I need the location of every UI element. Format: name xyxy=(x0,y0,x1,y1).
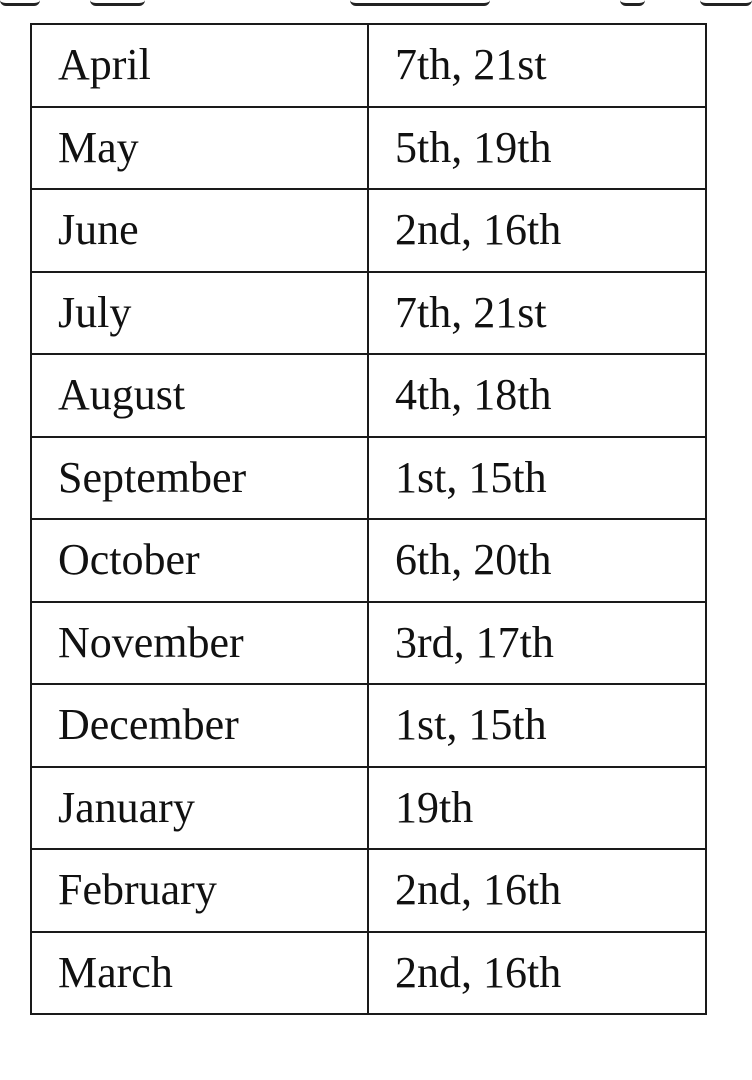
cropped-glyph xyxy=(700,0,752,6)
month-cell: January xyxy=(31,767,368,850)
table-row xyxy=(31,602,706,685)
month-cell: June xyxy=(31,189,368,272)
dates-cell: 19th xyxy=(368,767,706,850)
month-cell: February xyxy=(31,849,368,932)
dates-cell: 1st, 15th xyxy=(368,684,706,767)
month-cell: September xyxy=(31,437,368,520)
dates-cell: 7th, 21st xyxy=(368,272,706,355)
month-cell: May xyxy=(31,107,368,190)
table-row xyxy=(31,107,706,190)
dates-cell: 2nd, 16th xyxy=(368,189,706,272)
table-row xyxy=(31,437,706,520)
cropped-glyph xyxy=(350,0,490,6)
dates-cell: 5th, 19th xyxy=(368,107,706,190)
table-row xyxy=(31,849,706,932)
month-cell: March xyxy=(31,932,368,1015)
dates-cell: 2nd, 16th xyxy=(368,849,706,932)
table-row xyxy=(31,354,706,437)
month-cell: October xyxy=(31,519,368,602)
schedule-table xyxy=(30,23,707,1015)
month-cell: November xyxy=(31,602,368,685)
cropped-glyph xyxy=(620,0,645,6)
table-row xyxy=(31,932,706,1015)
table-row xyxy=(31,189,706,272)
dates-cell: 1st, 15th xyxy=(368,437,706,520)
table-row xyxy=(31,272,706,355)
table-row xyxy=(31,24,706,107)
month-cell: December xyxy=(31,684,368,767)
month-cell: August xyxy=(31,354,368,437)
table-row xyxy=(31,767,706,850)
cropped-glyph xyxy=(0,0,40,6)
dates-cell: 3rd, 17th xyxy=(368,602,706,685)
month-cell: July xyxy=(31,272,368,355)
dates-cell: 6th, 20th xyxy=(368,519,706,602)
dates-cell: 2nd, 16th xyxy=(368,932,706,1015)
dates-cell: 4th, 18th xyxy=(368,354,706,437)
table-row xyxy=(31,684,706,767)
table-row xyxy=(31,519,706,602)
month-cell: April xyxy=(31,24,368,107)
cropped-glyph xyxy=(90,0,145,6)
cropped-text-above-table xyxy=(0,0,752,8)
dates-cell: 7th, 21st xyxy=(368,24,706,107)
